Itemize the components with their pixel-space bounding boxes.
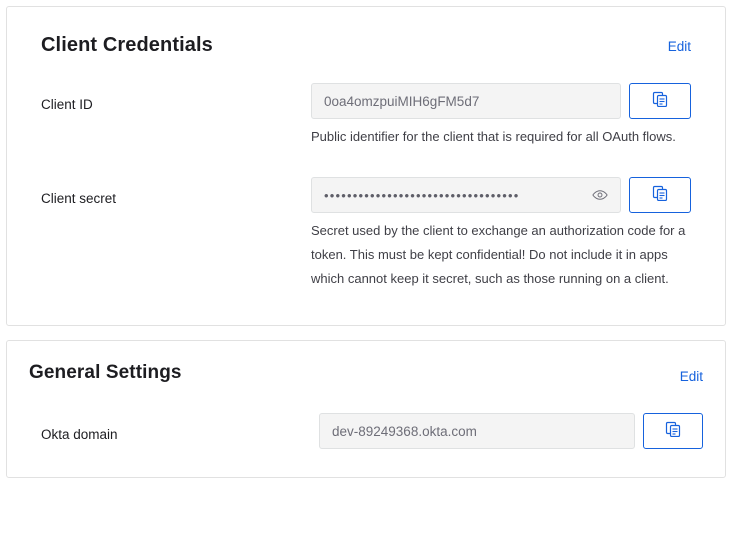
general-settings-card (6, 340, 726, 478)
copy-icon (665, 421, 681, 442)
client-id-label: Client ID (41, 97, 93, 112)
copy-icon (652, 91, 668, 112)
copy-client-id-button[interactable] (629, 83, 691, 119)
okta-domain-input[interactable] (319, 413, 635, 449)
client-id-input-group (311, 83, 691, 119)
edit-general-settings-button[interactable]: Edit (679, 369, 703, 384)
edit-client-credentials-button[interactable]: Edit (667, 39, 691, 54)
client-id-control (311, 83, 691, 149)
page-title: Client Credentials (41, 34, 213, 56)
eye-icon[interactable] (592, 189, 608, 201)
client-secret-value: •••••••••••••••••••••••••••••••••• (324, 188, 520, 202)
client-secret-help-text: Secret used by the client to exchange an authorization code for a token. This must be kept confidential! Do not include it in apps which cannot keep it secret, such as those running on a client. (311, 223, 686, 286)
client-secret-control (311, 177, 691, 291)
client-credentials-card (6, 6, 726, 326)
copy-client-secret-button[interactable] (629, 177, 691, 213)
card-header (41, 33, 691, 57)
okta-domain-control (319, 413, 703, 449)
okta-domain-row (29, 413, 703, 449)
general-settings-title: General Settings (29, 362, 182, 383)
client-secret-input[interactable] (311, 177, 621, 213)
client-secret-label: Client secret (41, 191, 117, 206)
okta-domain-value: dev-89249368.okta.com (332, 423, 477, 439)
field-spacer (41, 155, 691, 177)
client-id-input[interactable] (311, 83, 621, 119)
copy-icon (652, 185, 668, 206)
client-id-value: 0oa4omzpuiMIH6gFM5d7 (324, 93, 480, 109)
copy-okta-domain-button[interactable] (643, 413, 703, 449)
client-id-row (41, 83, 691, 149)
client-secret-row (41, 177, 691, 291)
client-secret-input-group (311, 177, 691, 213)
okta-domain-input-group (319, 413, 703, 449)
card-header (29, 361, 703, 387)
okta-domain-label: Okta domain (41, 427, 118, 442)
client-id-help-text: Public identifier for the client that is required for all OAuth flows. (311, 129, 676, 144)
